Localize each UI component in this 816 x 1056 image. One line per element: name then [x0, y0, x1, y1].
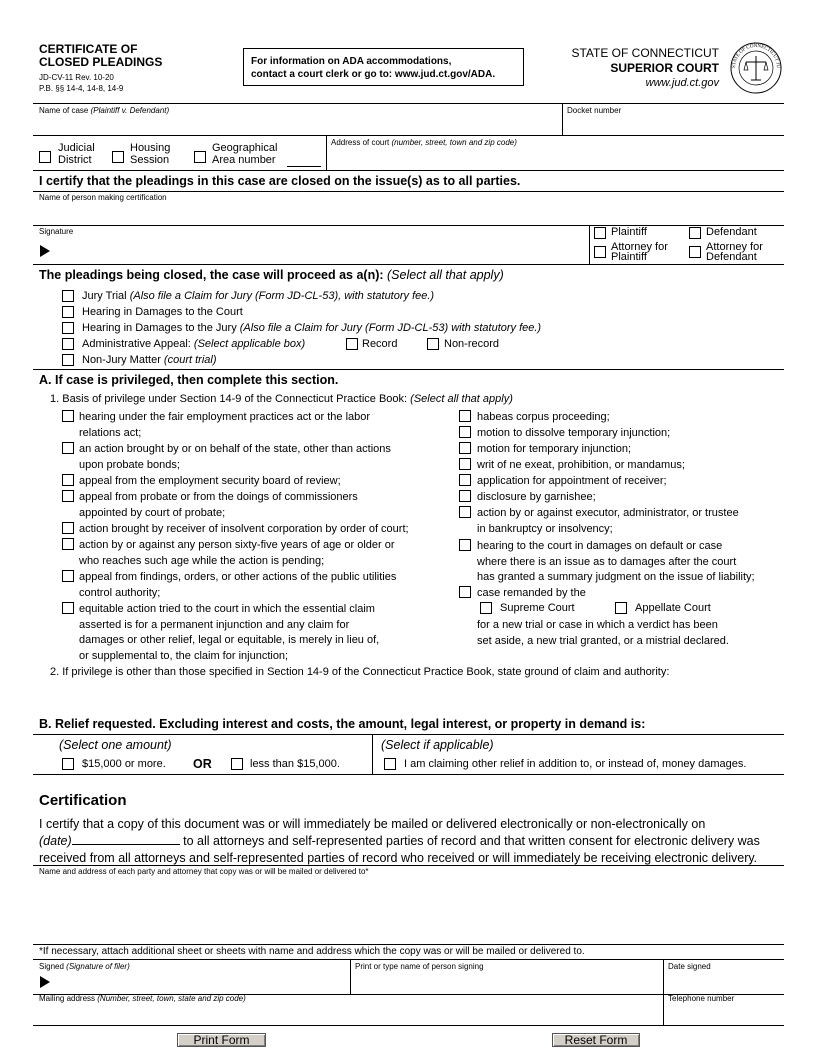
privilege-right-checkbox[interactable] [459, 506, 471, 518]
geographical-area-label: Geographical Area number [212, 142, 278, 166]
proceed-heading: The pleadings being closed, the case will proceed as a(n): (Select all that apply) [39, 268, 504, 282]
reset-form-button[interactable]: Reset Form [552, 1033, 640, 1047]
plaintiff-checkbox[interactable] [594, 227, 606, 239]
privilege-left-item: action by or against any person sixty-five years of age or older or who reaches such age while the action is pending; [79, 539, 395, 567]
signature-label: Signature [39, 227, 74, 236]
hearing-jury-label: Hearing in Damages to the Jury (Also file a Claim for Jury (Form JD-CL-53) with statutory fee.) [82, 322, 542, 334]
privilege-other-field[interactable] [50, 682, 780, 712]
footnote: *If necessary, attach additional sheet or sheets with name and address which the copy was or will be mailed or delivered to. [39, 946, 585, 957]
privilege-right-item: case remanded by the [477, 587, 586, 599]
privilege-right-item: application for appointment of receiver; [477, 475, 667, 487]
privilege-left-checkbox[interactable] [62, 602, 74, 614]
privilege-left-item: equitable action tried to the court in which the essential claim asserted is for a permanent injunction and any claim for damages or other relief, legal or equitable, is merely in lieu of, or supplemental to, the claim for injunction; [79, 603, 380, 662]
state-seal [730, 42, 782, 94]
privilege-left-checkbox[interactable] [62, 474, 74, 486]
certification-heading: Certification [39, 792, 127, 809]
date-signed-label: Date signed [668, 962, 711, 971]
privilege-left-item: appeal from the employment security board of review; [79, 475, 341, 487]
signature-field[interactable] [55, 236, 585, 262]
nonrecord-label: Non-record [444, 338, 500, 350]
privilege-right-item: action by or against executor, administrator, or trustee in bankruptcy or insolvency; [477, 507, 739, 535]
attorney-plaintiff-label: Attorney for Plaintiff [611, 241, 668, 263]
privilege-other: 2. If privilege is other than those specified in Section 14-9 of the Connecticut Practice Book, state ground of claim and authority: [50, 666, 670, 678]
appellate-court-label: Appellate Court [635, 602, 711, 614]
record-checkbox[interactable] [346, 338, 358, 350]
supreme-court-checkbox[interactable] [480, 602, 492, 614]
15000-or-more-checkbox[interactable] [62, 758, 74, 770]
telephone-label: Telephone number [668, 994, 735, 1003]
jury-trial-label: Jury Trial (Also file a Claim for Jury (Form JD-CL-53), with statutory fee.) [82, 290, 435, 302]
privilege-left-checkbox[interactable] [62, 410, 74, 422]
case-name-field[interactable] [36, 115, 558, 133]
certification-line2: (date) to all attorneys and self-represented parties of record and that written consent for electronic delivery was [39, 834, 760, 848]
privilege-right-checkbox[interactable] [459, 490, 471, 502]
parties-field[interactable] [36, 877, 782, 941]
privilege-right-checkbox[interactable] [459, 410, 471, 422]
other-relief-label: I am claiming other relief in addition to, or instead of, money damages. [404, 758, 747, 770]
select-one-amount: (Select one amount) [59, 738, 172, 752]
privilege-left-checkbox[interactable] [62, 490, 74, 502]
hearing-court-checkbox[interactable] [62, 306, 74, 318]
privilege-right-item: hearing to the court in damages on default or case where there is an issue as to damages after the court has granted a summary judgment on the issue of liability; [477, 540, 755, 583]
certifier-name-field[interactable] [36, 203, 782, 223]
hearing-jury-checkbox[interactable] [62, 322, 74, 334]
court-header: STATE OF CONNECTICUT SUPERIOR COURT www.jud.ct.gov [571, 46, 719, 89]
appellate-court-checkbox[interactable] [615, 602, 627, 614]
print-name-field[interactable] [354, 972, 659, 992]
remand-continued: for a new trial or case in which a verdict has been set aside, a new trial granted, or a mistrial declared. [477, 619, 729, 647]
privilege-left-item: appeal from probate or from the doings of commissioners appointed by court of probate; [79, 491, 358, 519]
or-label: OR [193, 757, 212, 771]
privilege-heading: A. If case is privileged, then complete this section. [39, 373, 339, 387]
other-relief-checkbox[interactable] [384, 758, 396, 770]
less-than-15000-checkbox[interactable] [231, 758, 243, 770]
seal-text: STATE OF CONNECTICUT JU [731, 43, 781, 69]
privilege-left-checkbox[interactable] [62, 538, 74, 550]
privilege-left-checkbox[interactable] [62, 570, 74, 582]
privilege-right-checkbox[interactable] [459, 458, 471, 470]
form-title: CERTIFICATE OF CLOSED PLEADINGS [39, 42, 163, 69]
geographical-area-checkbox[interactable] [194, 151, 206, 163]
certification-line1: I certify that a copy of this document was or will immediately be mailed or delivered electronically or non-electronically on [39, 817, 706, 831]
admin-appeal-checkbox[interactable] [62, 338, 74, 350]
privilege-left-item: appeal from findings, orders, or other actions of the public utilities control authority; [79, 571, 397, 599]
privilege-right-item: writ of ne exeat, prohibition, or mandamus; [477, 459, 685, 471]
supreme-court-label: Supreme Court [500, 602, 575, 614]
privilege-right-checkbox[interactable] [459, 539, 471, 551]
privilege-right-item: motion to dissolve temporary injunction; [477, 427, 671, 439]
jury-trial-checkbox[interactable] [62, 290, 74, 302]
mailing-address-field[interactable] [36, 1004, 659, 1024]
parties-label: Name and address of each party and attorney that copy was or will be mailed or delivered to* [39, 867, 369, 876]
privilege-right-checkbox[interactable] [459, 426, 471, 438]
nonjury-checkbox[interactable] [62, 354, 74, 366]
privilege-left-item: action brought by receiver of insolvent corporation by order of court; [79, 523, 409, 535]
admin-appeal-label: Administrative Appeal: (Select applicable box) [82, 338, 306, 350]
privilege-right-item: motion for temporary injunction; [477, 443, 632, 455]
print-name-label: Print or type name of person signing [355, 962, 484, 971]
filer-signature-field[interactable] [55, 972, 347, 992]
sign-here-arrow-icon [40, 976, 50, 988]
nonjury-label: Non-Jury Matter (court trial) [82, 354, 217, 366]
15000-or-more-label: $15,000 or more. [82, 758, 166, 770]
privilege-left-checkbox[interactable] [62, 522, 74, 534]
privilege-left-checkbox[interactable] [62, 442, 74, 454]
area-number-field[interactable] [287, 166, 321, 167]
privilege-right-checkbox[interactable] [459, 586, 471, 598]
signed-label: Signed (Signature of filer) [39, 962, 130, 971]
certification-line3: received from all attorneys and self-represented parties of record who received or will immediately be receiving electronic delivery. [39, 851, 758, 865]
hearing-court-label: Hearing in Damages to the Court [82, 306, 243, 318]
nonrecord-checkbox[interactable] [427, 338, 439, 350]
mailing-address-label: Mailing address (Number, street, town, state and zip code) [39, 994, 246, 1003]
court-address-field[interactable] [330, 148, 782, 168]
defendant-checkbox[interactable] [689, 227, 701, 239]
case-name-label: Name of case (Plaintiff v. Defendant) [39, 106, 170, 115]
judicial-district-checkbox[interactable] [39, 151, 51, 163]
privilege-right-item: habeas corpus proceeding; [477, 411, 610, 423]
court-address-label: Address of court (number, street, town and zip code) [331, 138, 517, 147]
judicial-district-label: Judicial District [58, 142, 95, 166]
relief-heading: B. Relief requested. Excluding interest and costs, the amount, legal interest, or property in demand is: [39, 717, 646, 731]
privilege-right-checkbox[interactable] [459, 442, 471, 454]
attorney-defendant-checkbox[interactable] [689, 246, 701, 258]
plaintiff-label: Plaintiff [611, 226, 647, 238]
select-if-applicable: (Select if applicable) [381, 738, 494, 752]
form-number: JD-CV-11 Rev. 10-20 P.B. §§ 14-4, 14-8, 14-9 [39, 73, 124, 93]
privilege-left-item: an action brought by or on behalf of the state, other than actions upon probate bonds; [79, 443, 391, 471]
defendant-label: Defendant [706, 226, 757, 238]
certify-statement: I certify that the pleadings in this case are closed on the issue(s) as to all parties. [39, 174, 521, 188]
privilege-left-item: hearing under the fair employment practices act or the labor relations act; [79, 411, 371, 439]
telephone-field[interactable] [667, 1004, 782, 1024]
record-label: Record [362, 338, 398, 350]
docket-number-label: Docket number [567, 106, 622, 115]
sign-here-arrow-icon [40, 245, 50, 257]
attorney-defendant-label: Attorney for Defendant [706, 241, 763, 263]
date-signed-field[interactable] [667, 972, 782, 992]
privilege-right-checkbox[interactable] [459, 474, 471, 486]
attorney-plaintiff-checkbox[interactable] [594, 246, 606, 258]
privilege-basis: 1. Basis of privilege under Section 14-9 of the Connecticut Practice Book: (Select all that apply) [50, 393, 513, 405]
privilege-right-item: disclosure by garnishee; [477, 491, 596, 503]
docket-number-field[interactable] [566, 115, 782, 133]
less-than-15000-label: less than $15,000. [250, 758, 340, 770]
certification-date-field[interactable] [72, 834, 180, 845]
certifier-name-label: Name of person making certification [39, 193, 167, 202]
housing-session-checkbox[interactable] [112, 151, 124, 163]
ada-notice: For information on ADA accommodations, contact a court clerk or go to: www.jud.ct.gov/ADA. [243, 48, 524, 86]
print-form-button[interactable]: Print Form [177, 1033, 266, 1047]
housing-session-label: Housing Session [130, 142, 171, 166]
